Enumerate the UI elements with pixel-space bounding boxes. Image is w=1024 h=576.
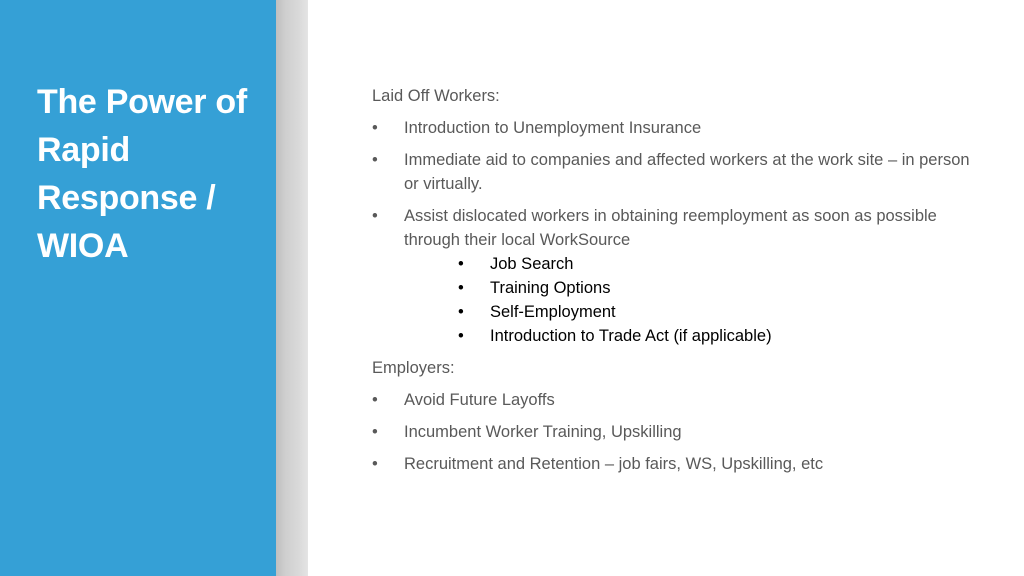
- bullet-icon: •: [372, 119, 378, 137]
- list-item: [372, 420, 972, 444]
- slide-title: The Power of Rapid Response / WIOA: [37, 83, 247, 265]
- bullet-icon: •: [372, 151, 378, 169]
- list-item: [372, 452, 972, 476]
- list-item-text: Avoid Future Layoffs: [404, 391, 555, 409]
- list-item-text: Immediate aid to companies and affected workers at the work site – in person or virtually.: [404, 151, 970, 193]
- bullet-icon: •: [372, 455, 378, 473]
- content-body: [372, 84, 972, 484]
- list-item: [372, 388, 972, 412]
- bullet-icon: •: [372, 391, 378, 409]
- list-item: [372, 204, 972, 252]
- sub-list-item: [372, 300, 972, 324]
- list-item-text: Incumbent Worker Training, Upskilling: [404, 423, 682, 441]
- sub-list-item-text: Job Search: [490, 255, 574, 273]
- bullet-icon: •: [458, 327, 464, 345]
- list-item: [372, 116, 972, 140]
- sub-list-item-text: Introduction to Trade Act (if applicable): [490, 327, 772, 345]
- bullet-icon: •: [458, 303, 464, 321]
- sub-list-item: [372, 276, 972, 300]
- laid-off-heading: Laid Off Workers:: [372, 87, 500, 105]
- list-item-text: Recruitment and Retention – job fairs, WS, Upskilling, etc: [404, 455, 824, 473]
- list-item-text: Introduction to Unemployment Insurance: [404, 119, 702, 137]
- title-panel: [0, 0, 276, 576]
- employers-heading: Employers:: [372, 359, 455, 377]
- bullet-icon: •: [372, 423, 378, 441]
- bullet-icon: •: [458, 255, 464, 273]
- list-item: [372, 148, 972, 196]
- sub-list: [372, 252, 972, 348]
- divider-strip: [276, 0, 308, 576]
- sub-list-item: [372, 324, 972, 348]
- bullet-icon: •: [372, 207, 378, 225]
- list-item-text: Assist dislocated workers in obtaining reemployment as soon as possible through their local WorkSource: [404, 207, 937, 249]
- sub-list-item-text: Self-Employment: [490, 303, 616, 321]
- sub-list-item: [372, 252, 972, 276]
- bullet-icon: •: [458, 279, 464, 297]
- sub-list-item-text: Training Options: [490, 279, 611, 297]
